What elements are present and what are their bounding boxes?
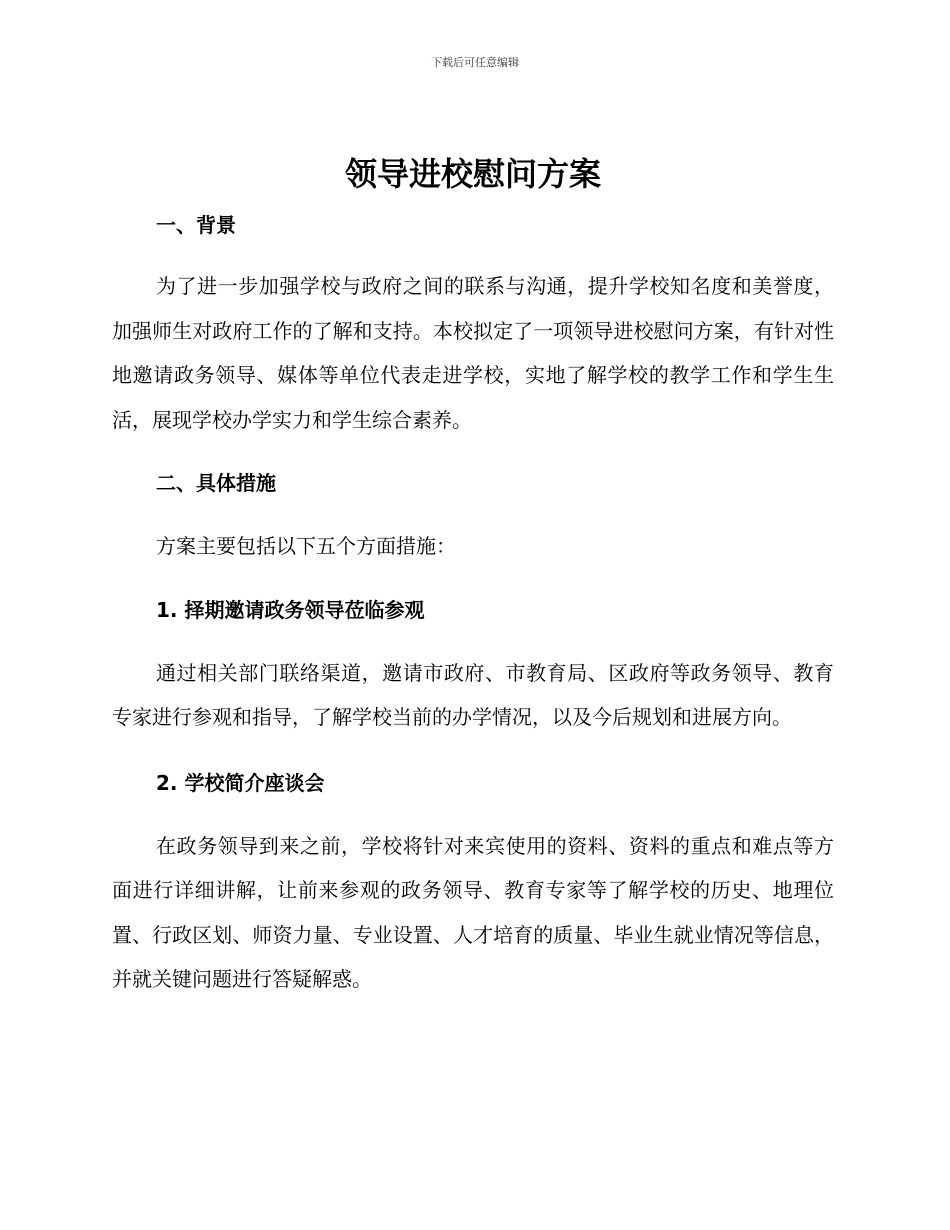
document-title: 领导进校慰问方案 — [344, 155, 601, 193]
section-heading-background: 一、背景 — [156, 213, 236, 237]
paragraph-background: 为了进一步加强学校与政府之间的联系与沟通，提升学校知名度和美誉度，加强师生对政府工作的了解和支持。本校拟定了一项领导进校慰问方案，有针对性地邀请政务领导、媒体等单位代表走进学校，实地了解学校的教学工作和学生生活，展现学校办学实力和学生综合素养。 — [112, 274, 834, 432]
paragraph-invite-leaders: 通过相关部门联络渠道，邀请市政府、市教育局、区政府等政务领导、教育专家进行参观和指导，了解学校当前的办学情况，以及今后规划和进展方向。 — [112, 660, 834, 729]
paragraph-school-symposium: 在政务领导到来之前，学校将针对来宾使用的资料、资料的重点和难点等方面进行详细讲解，让前来参观的政务领导、教育专家等了解学校的历史、地理位置、行政区划、师资力量、专业设置、人才培育的质量、毕业生就业情况等信息，并就关键问题进行答疑解惑。 — [112, 833, 834, 991]
document-body — [112, 146, 834, 1002]
subheading-invite-leaders: 1. 择期邀请政务领导莅临参观 — [156, 597, 425, 622]
section-heading-measures: 二、具体措施 — [156, 471, 276, 495]
header-note: 下载后可任意编辑 — [431, 56, 519, 69]
subheading-school-symposium: 2. 学校简介座谈会 — [156, 770, 325, 795]
paragraph-measures-intro: 方案主要包括以下五个方面措施： — [156, 534, 456, 558]
